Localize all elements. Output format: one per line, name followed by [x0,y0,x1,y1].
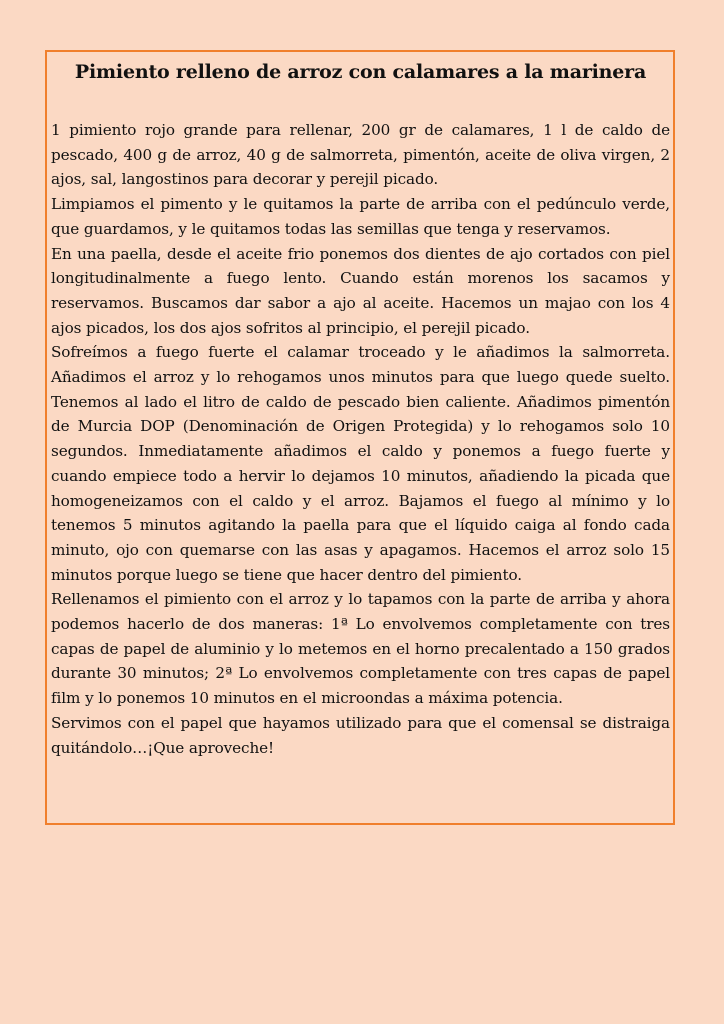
serving-paragraph: Servimos con el papel que hayamos utilizado para que el comensal se distraiga quitándolo…¡Que aproveche! [51,713,670,757]
ingredients-paragraph: 1 pimiento rojo grande para rellenar, 200 gr de calamares, 1 l de caldo de pescado, 400 g de arroz, 40 g de salmorreta, pimentón, aceite de oliva virgen, 2 ajos, sal, langostinos para decorar y perejil picado. [51,121,670,189]
instruction-paragraph: Limpiamos el pimento y le quitamos la parte de arriba con el pedúnculo verde, que guardamos, y le quitamos todas las semillas que tenga y reservamos. [51,195,670,238]
instruction-paragraph: Sofreímos a fuego fuerte el calamar troceado y le añadimos la salmorreta. Añadimos el arroz y lo rehogamos unos minutos para que luego quede suelto. Tenemos al lado el litro de caldo de pescado bien caliente. Añadimos pimentón de Murcia DOP (Denominación de Origen Protegida) y lo rehogamos solo 10 segundos. Inmediatamente añadimos el caldo y ponemos a fuego fuerte y cuando empiece todo a hervir lo dejamos 10 minutos, añadiendo la picada que homogeneizamos con el caldo y el arroz. Bajamos el fuego al mínimo y lo tenemos 5 minutos agitando la paella para que el líquido caiga al fondo cada minuto, ojo con quemarse con las asas y apagamos. Hacemos el arroz solo 15 minutos porque luego se tiene que hacer dentro del pimiento. [51,343,670,584]
recipe-box [45,50,675,825]
recipe-title: Pimiento relleno de arroz con calamares a la marinera [74,61,647,83]
instruction-paragraph: Rellenamos el pimiento con el arroz y lo tapamos con la parte de arriba y ahora podemos hacerlo de dos maneras: 1ª Lo envolvemos completamente con tres capas de papel de aluminio y lo metemos en el horno precalentado a 150 grados durante 30 minutos; 2ª Lo envolvemos completamente con tres capas de papel film y lo ponemos 10 minutos en el microondas a máxima potencia. [51,590,670,708]
instruction-paragraph: En una paella, desde el aceite frio ponemos dos dientes de ajo cortados con piel longitudinalmente a fuego lento. Cuando están morenos los sacamos y reservamos. Buscamos dar sabor a ajo al aceite. Hacemos un majao con los 4 ajos picados, los dos ajos sofritos al principio, el perejil picado. [51,244,670,337]
recipe-body [51,118,670,760]
